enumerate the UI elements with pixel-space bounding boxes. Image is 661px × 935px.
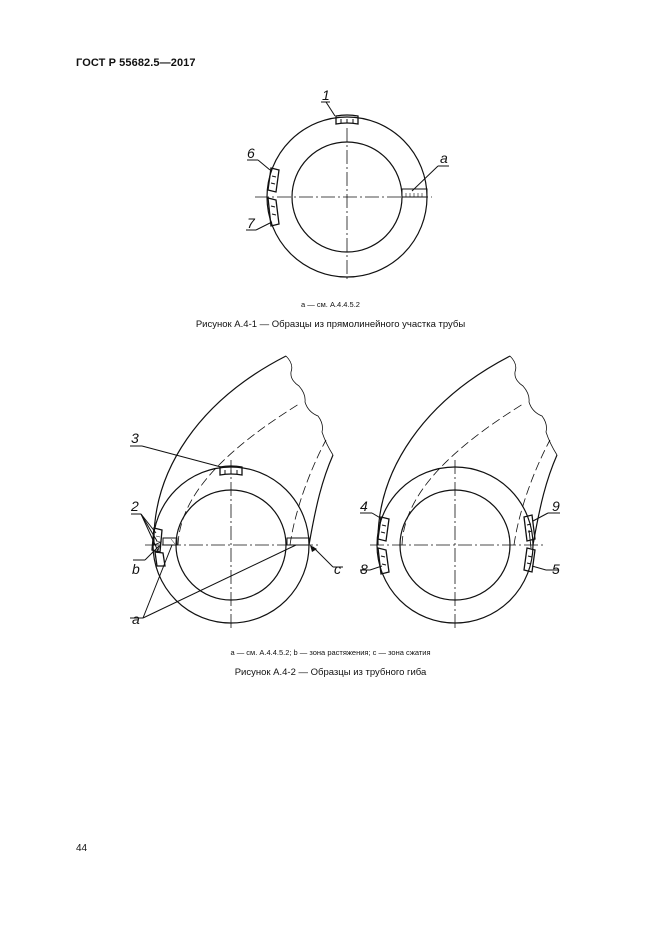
bend-outer-arc xyxy=(378,356,510,545)
label-2: 2 xyxy=(131,498,139,514)
label-1: 1 xyxy=(322,87,330,103)
figure-2-bend-left xyxy=(130,356,343,630)
label-8: 8 xyxy=(360,561,368,577)
specimens-2 xyxy=(131,514,165,566)
label-9: 9 xyxy=(552,498,560,514)
label-c: c xyxy=(334,561,341,577)
label-4: 4 xyxy=(360,498,368,514)
document-header: ГОСТ Р 55682.5—2017 xyxy=(76,57,196,69)
figure-2-caption: Рисунок А.4-2 — Образцы из трубного гиба xyxy=(234,667,427,678)
label-b: b xyxy=(132,561,140,577)
figure-1-pipe-cross-section xyxy=(246,102,449,282)
figure-2-bend-right xyxy=(360,356,560,630)
label-6: 6 xyxy=(247,145,255,161)
specimen-4 xyxy=(360,513,389,541)
label-3: 3 xyxy=(131,430,139,446)
specimen-9 xyxy=(524,513,560,548)
label-5: 5 xyxy=(552,561,560,577)
figure-1-note: a — см. А.4.4.5.2 xyxy=(301,300,360,309)
bend-centreline-outer xyxy=(402,404,523,545)
bend-outer-arc xyxy=(154,356,286,545)
label-a-fig2: a xyxy=(132,611,140,627)
specimen-1 xyxy=(321,102,358,124)
specimen-3 xyxy=(130,446,242,475)
drawing-labels xyxy=(130,87,560,627)
label-7: 7 xyxy=(247,215,255,231)
label-a-fig1: a xyxy=(440,150,448,166)
figure-2-note: a — см. А.4.4.5.2; b — зона растяжения; c — зона сжатия xyxy=(230,648,431,657)
rings-a-and-c xyxy=(130,538,343,618)
page-number: 44 xyxy=(76,843,88,854)
figure-1-caption: Рисунок А.4-1 — Образцы из прямолинейного участка трубы xyxy=(195,319,466,330)
